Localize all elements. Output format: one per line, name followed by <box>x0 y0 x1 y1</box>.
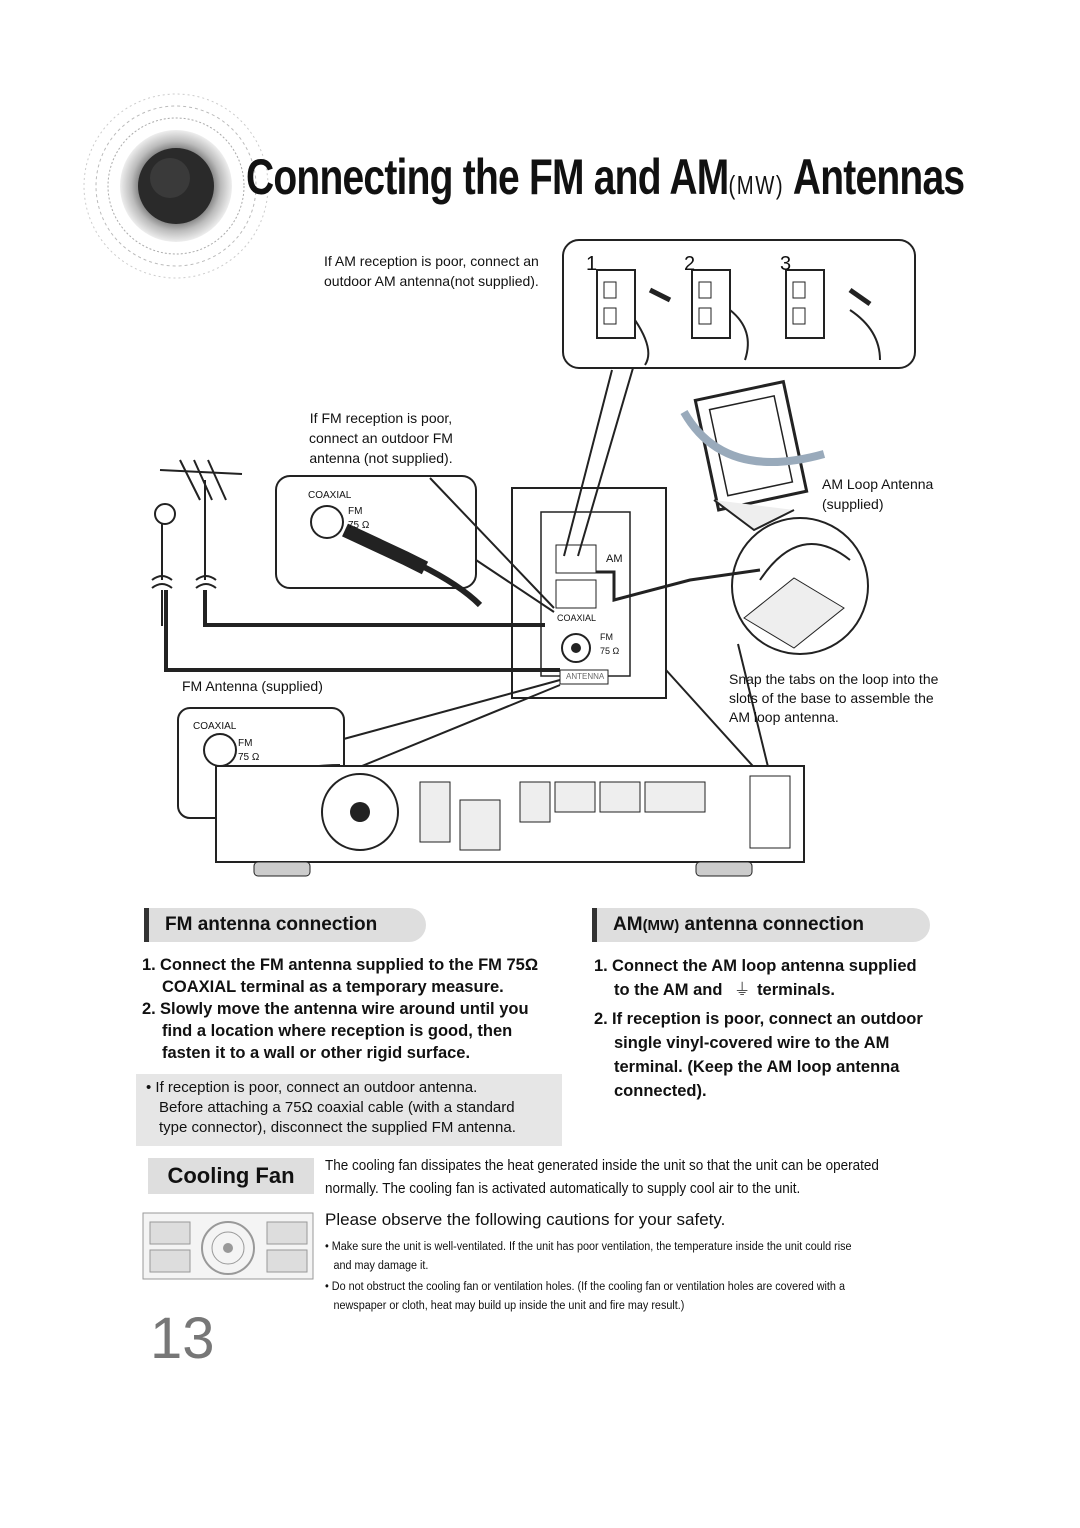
fm-antenna-label: FM Antenna (supplied) <box>182 678 323 694</box>
step-number-2: 2 <box>684 253 696 275</box>
page-number: 13 <box>150 1306 215 1371</box>
coaxial-label-top: COAXIAL <box>308 490 352 501</box>
am-step-1: 1. Connect the AM loop antenna supplied to the AM and ⏚ terminals. <box>594 954 974 1002</box>
ohm-label-top: 75 Ω <box>348 520 370 531</box>
fm-outdoor-note: If FM reception is poor, connect an outdoor FM antenna (not supplied). <box>309 410 453 466</box>
coaxial-label-panel: COAXIAL <box>557 613 597 623</box>
ohm-label-panel: 75 Ω <box>600 646 620 656</box>
caution-1: • Make sure the unit is well-ventilated. If the unit has poor ventilation, the temperature inside the unit could rise and may damage it. <box>325 1241 852 1272</box>
step-number-1: 1 <box>586 253 598 275</box>
am-step-2: 2. If reception is poor, connect an outdoor single vinyl-covered wire to the AM terminal. (Keep the AM loop antenna connected). <box>594 1010 923 1100</box>
fm-label-top: FM <box>348 506 363 517</box>
antenna-connection-diagram <box>0 230 1080 880</box>
antenna-label-panel: ANTENNA <box>566 672 605 681</box>
cooling-description: The cooling fan dissipates the heat generated inside the unit so that the unit can be operated normally. The cooling fan is activated automatically to supply cool air to the unit. <box>325 1157 879 1197</box>
caution-2: • Do not obstruct the cooling fan or ventilation holes. (If the cooling fan or ventilation holes are covered with a newspaper or cloth, heat may build up inside the unit and fire may result.) <box>325 1281 845 1312</box>
fm-note: • If reception is poor, connect an outdoor antenna. Before attaching a 75Ω coaxial cable (with a standard type connector), disconnect the supplied FM antenna. <box>146 1079 516 1136</box>
fm-label-bottom: FM <box>238 738 253 749</box>
am-loop-label: AM Loop Antenna (supplied) <box>822 476 934 512</box>
fm-step-1: 1. Connect the FM antenna supplied to the FM 75Ω COAXIAL terminal as a temporary measure. <box>142 956 539 996</box>
ground-symbol-icon: ⏚ <box>733 981 751 999</box>
cooling-fan-header: Cooling Fan <box>148 1158 314 1194</box>
am-outdoor-note: If AM reception is poor, connect an outdoor AM antenna(not supplied). <box>324 253 539 289</box>
fm-step-2: 2. Slowly move the antenna wire around until you find a location where reception is good, then fasten it to a wall or other rigid surface. <box>142 1000 529 1062</box>
fm-section-header: FM antenna connection <box>144 908 426 942</box>
ohm-label-bottom: 75 Ω <box>238 752 260 763</box>
am-terminal-label: AM <box>606 553 623 565</box>
receiver-fan-thumbnail <box>142 1212 314 1282</box>
snap-note: Snap the tabs on the loop into the slots of the base to assemble the AM loop antenna. <box>729 671 939 725</box>
step-number-3: 3 <box>780 253 792 275</box>
coaxial-label-bottom: COAXIAL <box>193 721 237 732</box>
page-title: Connecting the FM and AM(MW) Antennas <box>246 149 965 205</box>
caution-title: Please observe the following cautions for your safety. <box>325 1210 726 1229</box>
am-section-header: AM(MW) antenna connection <box>592 908 930 942</box>
fm-label-panel: FM <box>600 632 613 642</box>
